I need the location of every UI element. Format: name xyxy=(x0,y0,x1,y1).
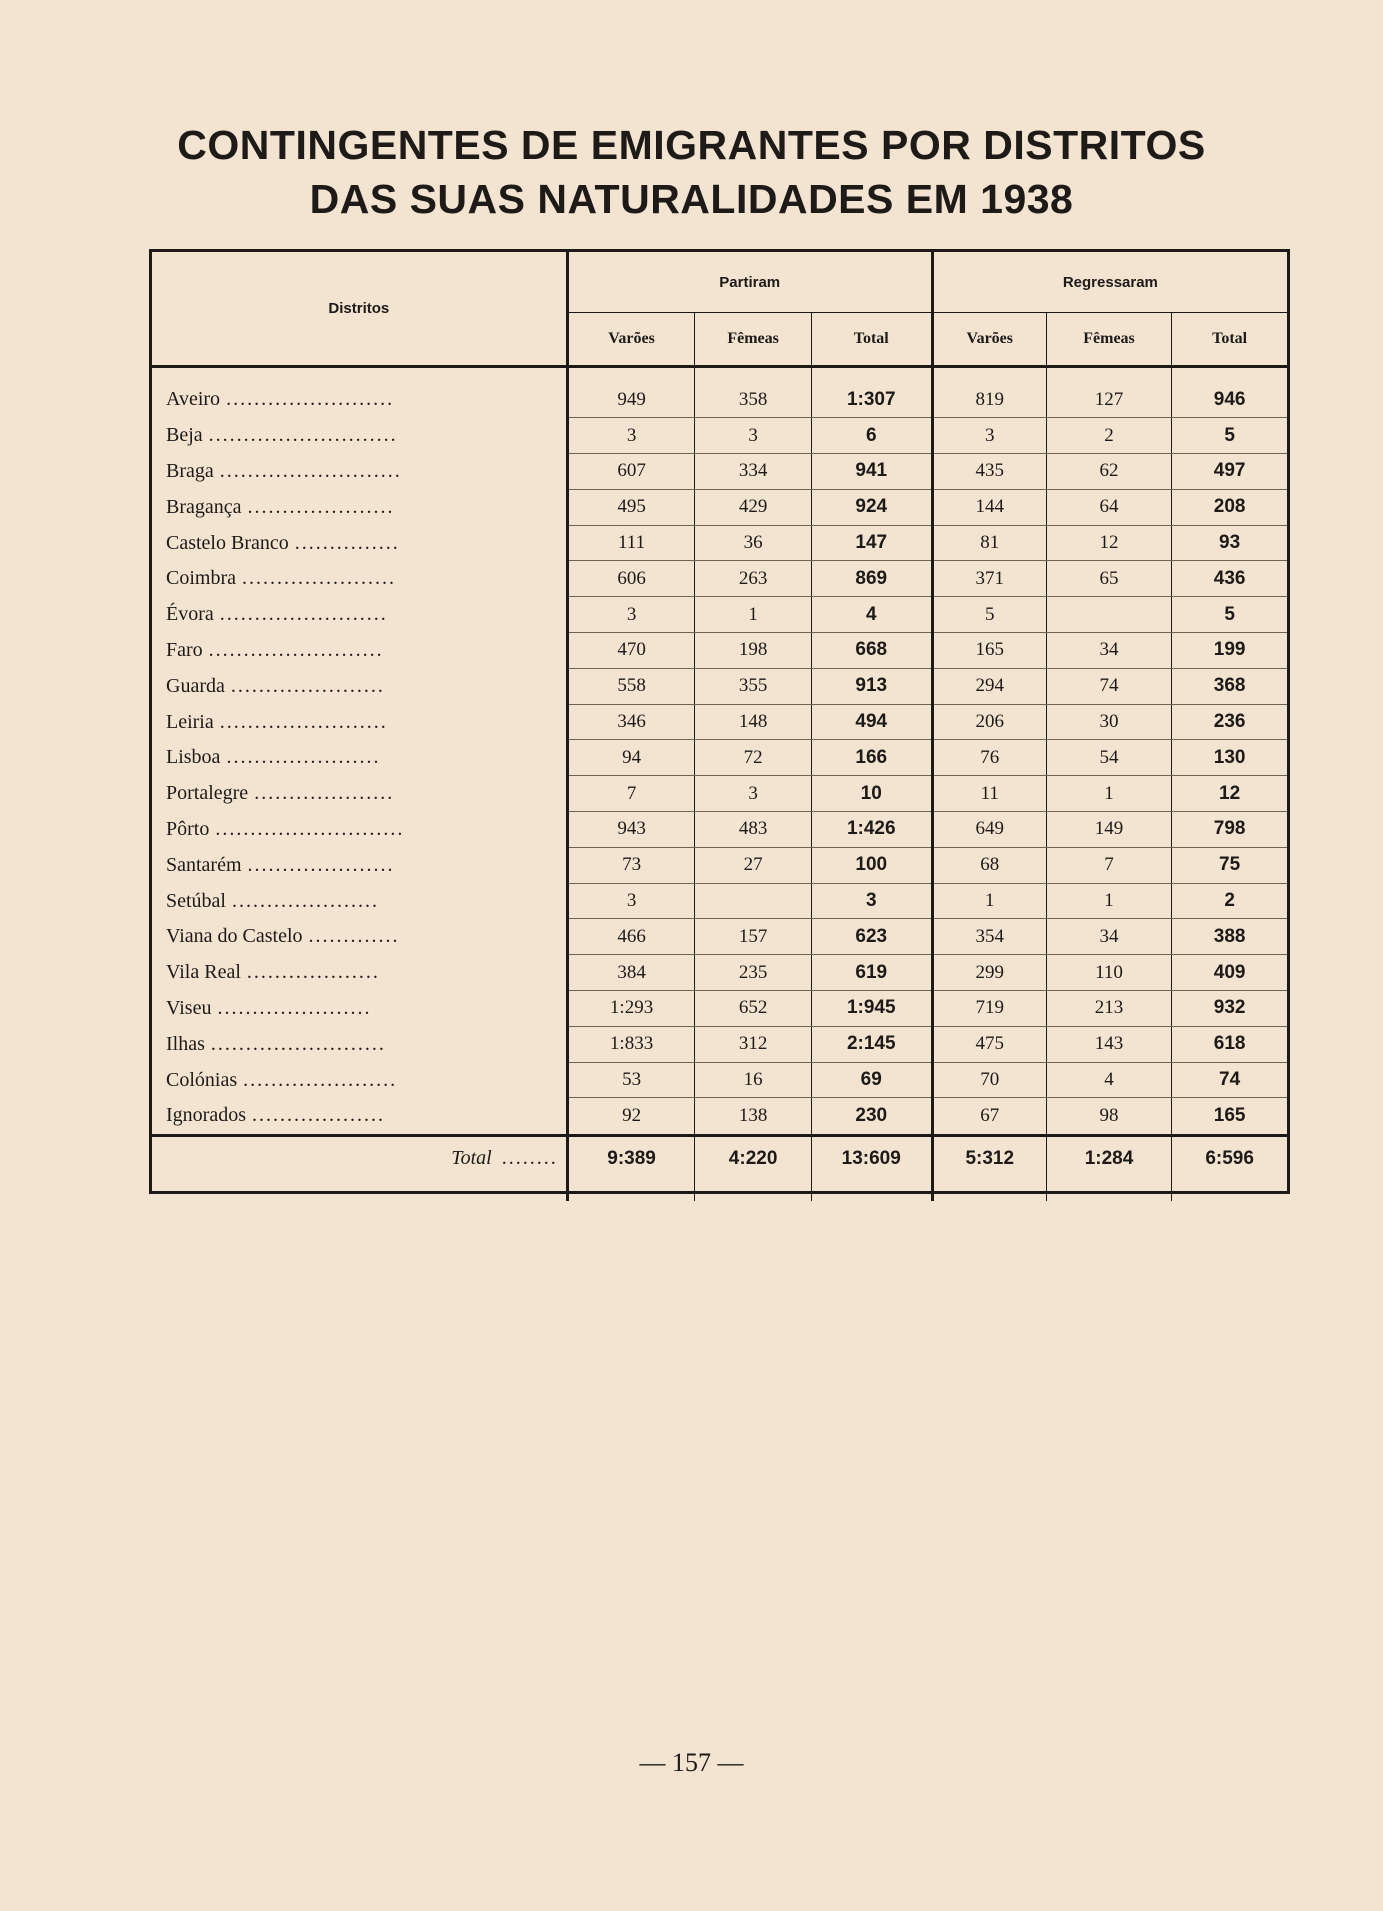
cell-regressaram-total: 368 xyxy=(1172,668,1287,704)
leader-dots: ........................ xyxy=(219,603,388,626)
leader-dots: ...................... xyxy=(226,746,381,769)
cell-partiram-varoes: 73 xyxy=(567,847,695,883)
cell-partiram-total: 166 xyxy=(811,740,932,776)
cell-partiram-total: 668 xyxy=(811,633,932,669)
cell-regressaram-femeas: 110 xyxy=(1046,955,1171,991)
cell-partiram-varoes: 1:833 xyxy=(567,1026,695,1062)
cell-regressaram-total: 12 xyxy=(1172,776,1287,812)
cell-regressaram-total: 798 xyxy=(1172,812,1287,848)
page-number: — 157 — xyxy=(639,1748,744,1777)
cell-regressaram-varoes: 68 xyxy=(932,847,1046,883)
cell-partiram-varoes: 3 xyxy=(567,883,695,919)
cell-partiram-femeas: 1 xyxy=(695,597,811,633)
district-name xyxy=(152,382,567,418)
cell-regressaram-varoes: 70 xyxy=(932,1062,1046,1098)
emigrants-table xyxy=(149,249,1290,1194)
cell-regressaram-total: 199 xyxy=(1172,633,1287,669)
cell-partiram-femeas: 652 xyxy=(695,991,811,1027)
cell-partiram-total: 1:945 xyxy=(811,991,932,1027)
district-label: Vila Real xyxy=(166,961,241,984)
district-label: Braga xyxy=(166,459,214,482)
cell-regressaram-femeas: 74 xyxy=(1046,668,1171,704)
table-row xyxy=(152,847,1287,883)
district-name xyxy=(152,776,567,812)
cell-regressaram-femeas: 127 xyxy=(1046,382,1171,418)
cell-partiram-varoes: 606 xyxy=(567,561,695,597)
cell-partiram-femeas xyxy=(695,883,811,919)
cell-partiram-femeas: 72 xyxy=(695,740,811,776)
table-body xyxy=(152,367,1287,1201)
cell-regressaram-femeas: 4 xyxy=(1046,1062,1171,1098)
district-name xyxy=(152,955,567,991)
total-label-cell xyxy=(152,1135,567,1181)
table-row xyxy=(152,776,1287,812)
cell-partiram-femeas: 3 xyxy=(695,776,811,812)
total-regressaram-varoes: 5:312 xyxy=(932,1135,1046,1181)
cell-partiram-femeas: 16 xyxy=(695,1062,811,1098)
cell-regressaram-varoes: 206 xyxy=(932,704,1046,740)
leader-dots: ................... xyxy=(246,961,380,984)
cell-regressaram-varoes: 475 xyxy=(932,1026,1046,1062)
header-regressaram: Regressaram xyxy=(932,252,1287,313)
district-label: Viana do Castelo xyxy=(166,925,303,948)
cell-partiram-varoes: 346 xyxy=(567,704,695,740)
header-partiram-varoes: Varões xyxy=(567,313,695,367)
cell-regressaram-femeas: 1 xyxy=(1046,883,1171,919)
district-name xyxy=(152,883,567,919)
cell-partiram-varoes: 1:293 xyxy=(567,991,695,1027)
district-label: Coimbra xyxy=(166,567,236,590)
cell-regressaram-femeas: 34 xyxy=(1046,633,1171,669)
cell-regressaram-varoes: 67 xyxy=(932,1098,1046,1135)
header-districts: Distritos xyxy=(152,252,567,367)
header-regressaram-femeas: Fêmeas xyxy=(1046,313,1171,367)
cell-partiram-total: 1:307 xyxy=(811,382,932,418)
header-partiram-femeas: Fêmeas xyxy=(695,313,811,367)
cell-regressaram-total: 409 xyxy=(1172,955,1287,991)
leader-dots: .................... xyxy=(254,782,395,805)
total-label: Total xyxy=(451,1147,492,1170)
cell-regressaram-varoes: 371 xyxy=(932,561,1046,597)
cell-partiram-varoes: 94 xyxy=(567,740,695,776)
district-label: Setúbal xyxy=(166,889,226,912)
cell-regressaram-femeas: 62 xyxy=(1046,454,1171,490)
district-label: Leiria xyxy=(166,710,214,733)
cell-partiram-femeas: 3 xyxy=(695,418,811,454)
leader-dots: ...................... xyxy=(230,674,385,697)
cell-regressaram-total: 5 xyxy=(1172,418,1287,454)
cell-partiram-varoes: 3 xyxy=(567,597,695,633)
table-row xyxy=(152,489,1287,525)
cell-regressaram-total: 388 xyxy=(1172,919,1287,955)
total-row xyxy=(152,1135,1287,1181)
cell-regressaram-varoes: 5 xyxy=(932,597,1046,633)
table-row xyxy=(152,812,1287,848)
leader-dots: ..................... xyxy=(232,889,379,912)
cell-regressaram-varoes: 435 xyxy=(932,454,1046,490)
cell-regressaram-total: 130 xyxy=(1172,740,1287,776)
cell-regressaram-femeas: 7 xyxy=(1046,847,1171,883)
cell-partiram-femeas: 483 xyxy=(695,812,811,848)
cell-regressaram-total: 946 xyxy=(1172,382,1287,418)
cell-regressaram-varoes: 11 xyxy=(932,776,1046,812)
table-row xyxy=(152,668,1287,704)
leader-dots: ..................... xyxy=(247,853,395,876)
table-row xyxy=(152,454,1287,490)
cell-regressaram-varoes: 819 xyxy=(932,382,1046,418)
leader-dots: ..................... xyxy=(247,495,395,518)
cell-partiram-total: 100 xyxy=(811,847,932,883)
table-row xyxy=(152,955,1287,991)
cell-partiram-total: 623 xyxy=(811,919,932,955)
cell-regressaram-total: 2 xyxy=(1172,883,1287,919)
leader-dots: ............... xyxy=(294,531,400,554)
title-line-1: CONTINGENTES DE EMIGRANTES POR DISTRITOS xyxy=(177,122,1206,168)
district-name xyxy=(152,847,567,883)
cell-regressaram-femeas: 2 xyxy=(1046,418,1171,454)
cell-partiram-total: 3 xyxy=(811,883,932,919)
district-label: Santarém xyxy=(166,853,242,876)
table-row xyxy=(152,883,1287,919)
table-row xyxy=(152,525,1287,561)
district-label: Pôrto xyxy=(166,817,210,840)
cell-partiram-total: 147 xyxy=(811,525,932,561)
district-name xyxy=(152,525,567,561)
cell-partiram-varoes: 53 xyxy=(567,1062,695,1098)
district-label: Bragança xyxy=(166,495,242,518)
leader-dots: ........................... xyxy=(208,424,398,447)
table-row xyxy=(152,919,1287,955)
cell-regressaram-femeas: 12 xyxy=(1046,525,1171,561)
cell-partiram-total: 69 xyxy=(811,1062,932,1098)
cell-partiram-femeas: 263 xyxy=(695,561,811,597)
cell-regressaram-varoes: 299 xyxy=(932,955,1046,991)
table-row xyxy=(152,1098,1287,1135)
cell-regressaram-varoes: 649 xyxy=(932,812,1046,848)
leader-dots: .......................... xyxy=(219,459,402,482)
cell-regressaram-total: 932 xyxy=(1172,991,1287,1027)
cell-partiram-total: 230 xyxy=(811,1098,932,1135)
cell-partiram-varoes: 607 xyxy=(567,454,695,490)
district-label: Portalegre xyxy=(166,782,249,805)
leader-dots: ............. xyxy=(308,925,400,948)
cell-regressaram-femeas xyxy=(1046,597,1171,633)
cell-partiram-total: 10 xyxy=(811,776,932,812)
cell-partiram-femeas: 148 xyxy=(695,704,811,740)
cell-partiram-femeas: 429 xyxy=(695,489,811,525)
district-label: Beja xyxy=(166,424,203,447)
cell-partiram-varoes: 470 xyxy=(567,633,695,669)
total-partiram-total: 13:609 xyxy=(811,1135,932,1181)
total-partiram-varoes: 9:389 xyxy=(567,1135,695,1181)
district-name xyxy=(152,991,567,1027)
cell-partiram-varoes: 7 xyxy=(567,776,695,812)
title-line-2: DAS SUAS NATURALIDADES EM 1938 xyxy=(309,176,1074,222)
table-row xyxy=(152,1026,1287,1062)
table-row xyxy=(152,991,1287,1027)
cell-partiram-varoes: 3 xyxy=(567,418,695,454)
cell-partiram-total: 4 xyxy=(811,597,932,633)
cell-regressaram-varoes: 3 xyxy=(932,418,1046,454)
header-partiram-total: Total xyxy=(811,313,932,367)
cell-regressaram-femeas: 149 xyxy=(1046,812,1171,848)
district-name xyxy=(152,704,567,740)
cell-regressaram-femeas: 98 xyxy=(1046,1098,1171,1135)
district-name xyxy=(152,740,567,776)
cell-partiram-femeas: 312 xyxy=(695,1026,811,1062)
cell-regressaram-femeas: 30 xyxy=(1046,704,1171,740)
district-label: Colónias xyxy=(166,1068,238,1091)
cell-regressaram-femeas: 64 xyxy=(1046,489,1171,525)
table-row xyxy=(152,561,1287,597)
cell-regressaram-total: 618 xyxy=(1172,1026,1287,1062)
cell-regressaram-varoes: 81 xyxy=(932,525,1046,561)
district-label: Faro xyxy=(166,638,203,661)
cell-regressaram-femeas: 54 xyxy=(1046,740,1171,776)
cell-partiram-total: 924 xyxy=(811,489,932,525)
leader-dots: ......................... xyxy=(210,1032,386,1055)
district-label: Viseu xyxy=(166,996,212,1019)
cell-regressaram-total: 497 xyxy=(1172,454,1287,490)
total-regressaram-femeas: 1:284 xyxy=(1046,1135,1171,1181)
table-row xyxy=(152,597,1287,633)
table-row xyxy=(152,382,1287,418)
table-row xyxy=(152,704,1287,740)
header-regressaram-varoes: Varões xyxy=(932,313,1046,367)
district-name xyxy=(152,561,567,597)
cell-partiram-varoes: 92 xyxy=(567,1098,695,1135)
cell-regressaram-total: 74 xyxy=(1172,1062,1287,1098)
cell-regressaram-total: 165 xyxy=(1172,1098,1287,1135)
cell-partiram-femeas: 36 xyxy=(695,525,811,561)
cell-partiram-total: 619 xyxy=(811,955,932,991)
district-name xyxy=(152,1026,567,1062)
cell-regressaram-varoes: 144 xyxy=(932,489,1046,525)
header-regressaram-total: Total xyxy=(1172,313,1287,367)
cell-partiram-total: 494 xyxy=(811,704,932,740)
table-bottom-padding xyxy=(152,1181,1287,1201)
cell-partiram-total: 6 xyxy=(811,418,932,454)
district-name xyxy=(152,597,567,633)
cell-partiram-femeas: 334 xyxy=(695,454,811,490)
district-label: Évora xyxy=(166,603,214,626)
table-row xyxy=(152,1062,1287,1098)
cell-partiram-femeas: 235 xyxy=(695,955,811,991)
cell-regressaram-varoes: 354 xyxy=(932,919,1046,955)
cell-partiram-varoes: 111 xyxy=(567,525,695,561)
table-spacer xyxy=(152,367,1287,383)
total-regressaram-total: 6:596 xyxy=(1172,1135,1287,1181)
cell-partiram-varoes: 495 xyxy=(567,489,695,525)
cell-regressaram-varoes: 1 xyxy=(932,883,1046,919)
cell-regressaram-femeas: 213 xyxy=(1046,991,1171,1027)
district-label: Aveiro xyxy=(166,388,221,411)
cell-regressaram-varoes: 76 xyxy=(932,740,1046,776)
leader-dots: ........................... xyxy=(215,817,405,840)
district-label: Lisboa xyxy=(166,746,221,769)
district-name xyxy=(152,668,567,704)
cell-partiram-femeas: 138 xyxy=(695,1098,811,1135)
cell-partiram-total: 941 xyxy=(811,454,932,490)
table-row xyxy=(152,633,1287,669)
district-name xyxy=(152,812,567,848)
cell-partiram-varoes: 943 xyxy=(567,812,695,848)
cell-partiram-total: 1:426 xyxy=(811,812,932,848)
cell-regressaram-varoes: 165 xyxy=(932,633,1046,669)
cell-regressaram-total: 436 xyxy=(1172,561,1287,597)
cell-partiram-femeas: 358 xyxy=(695,382,811,418)
district-name xyxy=(152,1062,567,1098)
cell-regressaram-total: 208 xyxy=(1172,489,1287,525)
district-label: Ilhas xyxy=(166,1032,205,1055)
cell-regressaram-femeas: 65 xyxy=(1046,561,1171,597)
district-label: Guarda xyxy=(166,674,225,697)
table-row xyxy=(152,740,1287,776)
district-name xyxy=(152,1098,567,1135)
cell-partiram-femeas: 27 xyxy=(695,847,811,883)
cell-regressaram-varoes: 719 xyxy=(932,991,1046,1027)
cell-regressaram-femeas: 143 xyxy=(1046,1026,1171,1062)
cell-partiram-varoes: 384 xyxy=(567,955,695,991)
cell-regressaram-total: 75 xyxy=(1172,847,1287,883)
leader-dots: ........ xyxy=(501,1147,558,1170)
cell-regressaram-total: 93 xyxy=(1172,525,1287,561)
cell-partiram-total: 913 xyxy=(811,668,932,704)
cell-partiram-varoes: 466 xyxy=(567,919,695,955)
district-name xyxy=(152,489,567,525)
header-partiram: Partiram xyxy=(567,252,932,313)
cell-partiram-varoes: 949 xyxy=(567,382,695,418)
cell-partiram-total: 2:145 xyxy=(811,1026,932,1062)
leader-dots: ........................ xyxy=(219,710,388,733)
table-row xyxy=(152,418,1287,454)
cell-partiram-femeas: 355 xyxy=(695,668,811,704)
cell-regressaram-total: 5 xyxy=(1172,597,1287,633)
district-label: Castelo Branco xyxy=(166,531,289,554)
leader-dots: ........................ xyxy=(226,388,395,411)
cell-partiram-femeas: 198 xyxy=(695,633,811,669)
cell-regressaram-total: 236 xyxy=(1172,704,1287,740)
leader-dots: ...................... xyxy=(217,996,372,1019)
district-name xyxy=(152,919,567,955)
district-name xyxy=(152,418,567,454)
leader-dots: ......................... xyxy=(208,638,384,661)
cell-partiram-varoes: 558 xyxy=(567,668,695,704)
leader-dots: ...................... xyxy=(242,567,396,590)
district-name xyxy=(152,633,567,669)
cell-partiram-total: 869 xyxy=(811,561,932,597)
leader-dots: ...................... xyxy=(243,1068,398,1091)
page-title xyxy=(0,118,1383,226)
cell-regressaram-femeas: 34 xyxy=(1046,919,1171,955)
district-label: Ignorados xyxy=(166,1104,246,1127)
total-partiram-femeas: 4:220 xyxy=(695,1135,811,1181)
district-name xyxy=(152,454,567,490)
cell-regressaram-femeas: 1 xyxy=(1046,776,1171,812)
leader-dots: ................... xyxy=(251,1104,385,1127)
cell-partiram-femeas: 157 xyxy=(695,919,811,955)
cell-regressaram-varoes: 294 xyxy=(932,668,1046,704)
